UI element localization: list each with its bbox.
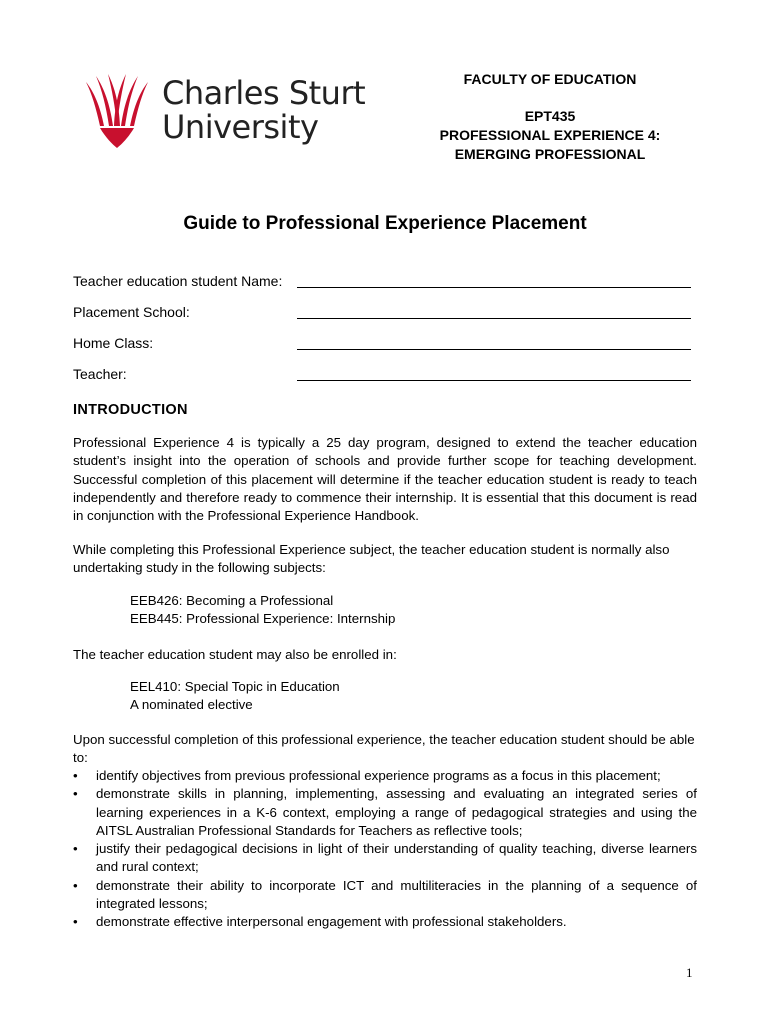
logo-line-1: Charles Sturt [162, 74, 366, 112]
intro-paragraph-4: Upon successful completion of this professional experience, the teacher education student should be able to: [73, 732, 695, 766]
concurrent-subject-2: EEB445: Professional Experience: Internship [130, 611, 396, 627]
student-name-label: Teacher education student Name: [73, 273, 283, 289]
student-name-blank[interactable] [297, 287, 691, 288]
elective-subjects-list [130, 678, 340, 715]
page-title: Guide to Professional Experience Placement [183, 213, 587, 234]
logo-wordmark [162, 76, 365, 144]
intro-paragraph-2: While completing this Professional Experience subject, the teacher education student is normally also undertaking study in the following subjects: [73, 542, 670, 576]
intro-paragraph-1: Professional Experience 4 is typically a 25 day program, designed to extend the teacher education student’s insight into the operation of schools and provide further scope for teaching development. Successful completion of this placement will determine if the teacher education student is ready to teach independently and therefore ready to commence their internship. It is essential that this document is read in conjunction with the Professional Experience Handbook. [73, 435, 697, 524]
university-logo [82, 70, 372, 152]
home-class-field [73, 335, 693, 355]
subject-title-line-2: EMERGING PROFESSIONAL [454, 146, 646, 162]
elective-subject-1: EEL410: Special Topic in Education [130, 679, 340, 694]
elective-subject-2: A nominated elective [130, 697, 253, 713]
placement-school-label: Placement School: [73, 304, 190, 320]
logo-mark-icon [82, 74, 152, 148]
logo-line-2: University [162, 108, 319, 146]
learning-outcomes-list [73, 767, 697, 932]
list-item: • identify objectives from previous professional experience programs as a focus in this placement; [73, 767, 697, 785]
list-item: • demonstrate their ability to incorporate ICT and multiliteracies in the planning of a sequence of integrated lessons; [73, 877, 697, 914]
intro-paragraph-3: The teacher education student may also be enrolled in: [73, 647, 397, 662]
home-class-blank[interactable] [297, 349, 691, 350]
subject-block [400, 107, 700, 164]
concurrent-subjects-list [130, 592, 395, 629]
list-item: • demonstrate skills in planning, implementing, assessing and evaluating an integrated series of learning experiences in a K-6 context, employing a range of pedagogical strategies and using the AITSL Australian Professional Standards for Teachers as reflective tools; [73, 785, 697, 840]
teacher-field [73, 366, 693, 386]
list-item: • justify their pedagogical decisions in light of their understanding of quality teaching, diverse learners and rural context; [73, 840, 697, 877]
faculty-heading: FACULTY OF EDUCATION [463, 71, 637, 87]
concurrent-subject-1: EEB426: Becoming a Professional [130, 593, 334, 608]
student-name-field [73, 273, 693, 293]
subject-code: EPT435 [524, 108, 576, 124]
page-number: 1 [686, 965, 693, 980]
teacher-blank[interactable] [297, 380, 691, 381]
home-class-label: Home Class: [73, 335, 154, 351]
list-item: • demonstrate effective interpersonal engagement with professional stakeholders. [73, 913, 697, 931]
subject-title-line-1: PROFESSIONAL EXPERIENCE 4: [439, 127, 661, 143]
teacher-label: Teacher: [73, 366, 127, 382]
placement-school-field [73, 304, 693, 324]
placement-school-blank[interactable] [297, 318, 691, 319]
introduction-heading: INTRODUCTION [73, 402, 188, 418]
